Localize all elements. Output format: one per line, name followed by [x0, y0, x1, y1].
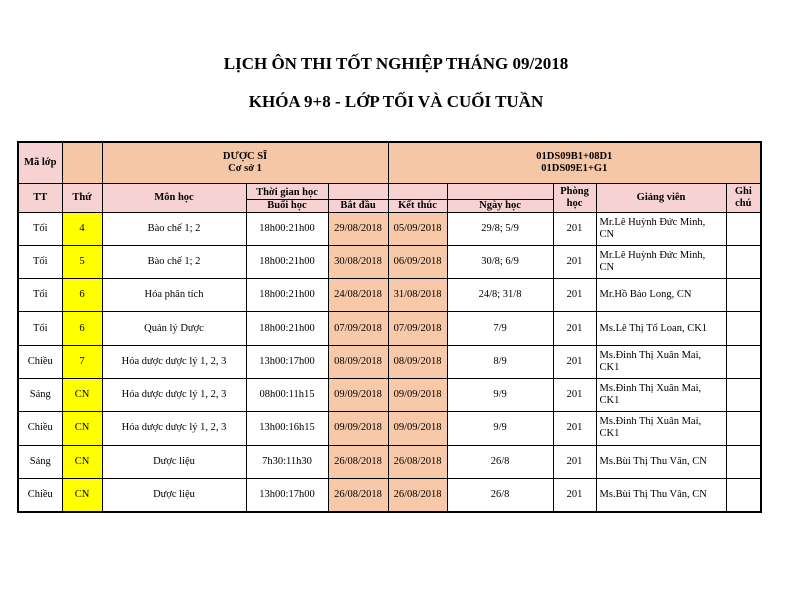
- cell-teacher: [596, 279, 726, 312]
- program-cell: [102, 142, 388, 183]
- cell-thu: CN: [62, 445, 102, 478]
- cell-thu: 4: [62, 212, 102, 245]
- cell-thu: CN: [62, 478, 102, 511]
- cell-start-date: 07/09/2018: [328, 312, 388, 345]
- cell-end-date: 07/09/2018: [388, 312, 447, 345]
- cell-end-date: 05/09/2018: [388, 212, 447, 245]
- class-header-row: [18, 142, 761, 183]
- page-title: LỊCH ÔN THI TỐT NGHIỆP THÁNG 09/2018: [223, 54, 569, 73]
- cell-subject: Dược liệu: [102, 445, 246, 478]
- teacher-name: Ms.Đinh Thị Xuân Mai,: [599, 416, 702, 428]
- cell-start-date: 30/08/2018: [328, 245, 388, 278]
- class-code-1: 01DS09B1+08D1: [536, 150, 613, 162]
- table-row: [18, 212, 761, 245]
- teacher-name: Ms.Đinh Thị Xuân Mai,: [599, 349, 702, 361]
- table-row: [18, 279, 761, 312]
- cell-tt: Tối: [18, 245, 62, 278]
- cell-end-date: 08/09/2018: [388, 345, 447, 378]
- table-row: [18, 345, 761, 378]
- cell-start-date: 29/08/2018: [328, 212, 388, 245]
- cell-note: [726, 445, 761, 478]
- cell-start-date: 26/08/2018: [328, 478, 388, 511]
- teacher-degree: CN: [599, 261, 615, 273]
- teacher-degree: CK1: [599, 395, 620, 407]
- cell-days: 24/8; 31/8: [447, 279, 553, 312]
- cell-room: 201: [553, 378, 596, 411]
- cell-days: 7/9: [447, 312, 553, 345]
- cell-end-date: 26/08/2018: [388, 445, 447, 478]
- cell-room: 201: [553, 345, 596, 378]
- cell-note: [726, 212, 761, 245]
- cell-time: 18h00:21h00: [246, 245, 328, 278]
- cell-teacher: [596, 412, 726, 445]
- cell-time: 08h00:11h15: [246, 378, 328, 411]
- cell-note: [726, 245, 761, 278]
- class-code-cell: [388, 142, 761, 183]
- cell-start-date: 09/09/2018: [328, 412, 388, 445]
- col-tt: TT: [18, 183, 62, 212]
- cell-subject: Hóa dược dược lý 1, 2, 3: [102, 412, 246, 445]
- cell-end-date: 09/09/2018: [388, 378, 447, 411]
- cell-note: [726, 345, 761, 378]
- teacher-degree: CK1: [599, 428, 620, 440]
- page-subtitle: KHÓA 9+8 - LỚP TỐI VÀ CUỐI TUẦN: [248, 92, 544, 111]
- cell-thu: 7: [62, 345, 102, 378]
- table-row: [18, 412, 761, 445]
- cell-time: 18h00:21h00: [246, 212, 328, 245]
- table-row: [18, 378, 761, 411]
- teacher-degree: CN: [599, 228, 615, 240]
- cell-start-date: 24/08/2018: [328, 279, 388, 312]
- cell-time: 18h00:21h00: [246, 279, 328, 312]
- cell-subject: Hóa dược dược lý 1, 2, 3: [102, 345, 246, 378]
- column-header-row: [18, 183, 761, 199]
- col-giang-vien: Giảng viên: [596, 183, 726, 212]
- cell-room: 201: [553, 478, 596, 511]
- cell-subject: Bào chế 1; 2: [102, 212, 246, 245]
- cell-room: 201: [553, 412, 596, 445]
- teacher-name: Mr.Lê Huỳnh Đức Minh,: [599, 216, 706, 228]
- col-thu: Thứ: [62, 183, 102, 212]
- cell-days: 30/8; 6/9: [447, 245, 553, 278]
- table-row: [18, 312, 761, 345]
- cell-teacher: [596, 378, 726, 411]
- cell-days: 8/9: [447, 345, 553, 378]
- teacher-name: Mr.Lê Huỳnh Đức Minh,: [599, 249, 706, 261]
- table-row: [18, 245, 761, 278]
- cell-tt: Sáng: [18, 378, 62, 411]
- cell-thu: 6: [62, 279, 102, 312]
- cell-thu: 6: [62, 312, 102, 345]
- cell-end-date: 09/09/2018: [388, 412, 447, 445]
- cell-room: 201: [553, 245, 596, 278]
- cell-end-date: 31/08/2018: [388, 279, 447, 312]
- cell-time: 7h30:11h30: [246, 445, 328, 478]
- cell-days: 26/8: [447, 445, 553, 478]
- cell-tt: Chiều: [18, 478, 62, 511]
- cell-end-date: 26/08/2018: [388, 478, 447, 511]
- teacher-name: Ms.Bùi Thị Thu Vân, CN: [599, 455, 707, 467]
- col-bat-dau: Bắt đầu: [328, 199, 388, 212]
- cell-start-date: 09/09/2018: [328, 378, 388, 411]
- cell-days: 26/8: [447, 478, 553, 511]
- cell-subject: Hóa dược dược lý 1, 2, 3: [102, 378, 246, 411]
- cell-tt: Tối: [18, 279, 62, 312]
- cell-start-date: 26/08/2018: [328, 445, 388, 478]
- cell-note: [726, 478, 761, 511]
- teacher-name: Ms.Đinh Thị Xuân Mai,: [599, 383, 702, 395]
- cell-thu: CN: [62, 378, 102, 411]
- cell-room: 201: [553, 212, 596, 245]
- cell-time: 13h00:17h00: [246, 345, 328, 378]
- teacher-name: Ms.Lê Thị Tố Loan, CK1: [599, 322, 708, 334]
- cell-note: [726, 279, 761, 312]
- cell-tt: Sáng: [18, 445, 62, 478]
- cell-time: 13h00:17h00: [246, 478, 328, 511]
- ma-lop-label: Mã lớp: [18, 142, 62, 183]
- campus-name: Cơ sở 1: [228, 162, 262, 174]
- cell-tt: Tối: [18, 212, 62, 245]
- cell-note: [726, 312, 761, 345]
- col-mon-hoc: Môn học: [102, 183, 246, 212]
- program-name: DƯỢC SĨ: [222, 150, 268, 162]
- cell-teacher: [596, 445, 726, 478]
- cell-start-date: 08/09/2018: [328, 345, 388, 378]
- cell-room: 201: [553, 279, 596, 312]
- teacher-degree: CK1: [599, 361, 620, 373]
- cell-note: [726, 412, 761, 445]
- teacher-name: Mr.Hồ Bảo Long, CN: [599, 289, 692, 301]
- cell-subject: Hóa phân tích: [102, 279, 246, 312]
- cell-end-date: 06/09/2018: [388, 245, 447, 278]
- cell-days: 29/8; 5/9: [447, 212, 553, 245]
- col-ket-thuc: Kết thúc: [388, 199, 447, 212]
- cell-tt: Chiều: [18, 345, 62, 378]
- cell-subject: Dược liệu: [102, 478, 246, 511]
- cell-thu: 5: [62, 245, 102, 278]
- cell-teacher: [596, 345, 726, 378]
- table-row: [18, 445, 761, 478]
- schedule-table: [17, 141, 762, 513]
- cell-room: 201: [553, 312, 596, 345]
- table-row: [18, 478, 761, 511]
- col-buoi-hoc: Buổi học: [246, 199, 328, 212]
- cell-subject: Bào chế 1; 2: [102, 245, 246, 278]
- cell-subject: Quản lý Dược: [102, 312, 246, 345]
- cell-tt: Chiều: [18, 412, 62, 445]
- cell-thu: CN: [62, 412, 102, 445]
- cell-days: 9/9: [447, 378, 553, 411]
- col-ghi-chu: Ghi chú: [726, 183, 761, 212]
- teacher-name: Ms.Bùi Thị Thu Vân, CN: [599, 488, 707, 500]
- cell-teacher: [596, 245, 726, 278]
- cell-teacher: [596, 478, 726, 511]
- cell-teacher: [596, 312, 726, 345]
- col-phong-hoc: Phòng học: [553, 183, 596, 212]
- cell-note: [726, 378, 761, 411]
- cell-time: 13h00:16h15: [246, 412, 328, 445]
- col-thoi-gian-hoc: Thời gian học: [246, 183, 328, 199]
- cell-time: 18h00:21h00: [246, 312, 328, 345]
- cell-days: 9/9: [447, 412, 553, 445]
- cell-tt: Tối: [18, 312, 62, 345]
- cell-teacher: [596, 212, 726, 245]
- col-ngay-hoc: Ngày học: [447, 199, 553, 212]
- cell-room: 201: [553, 445, 596, 478]
- class-code-2: 01DS09E1+G1: [541, 162, 608, 174]
